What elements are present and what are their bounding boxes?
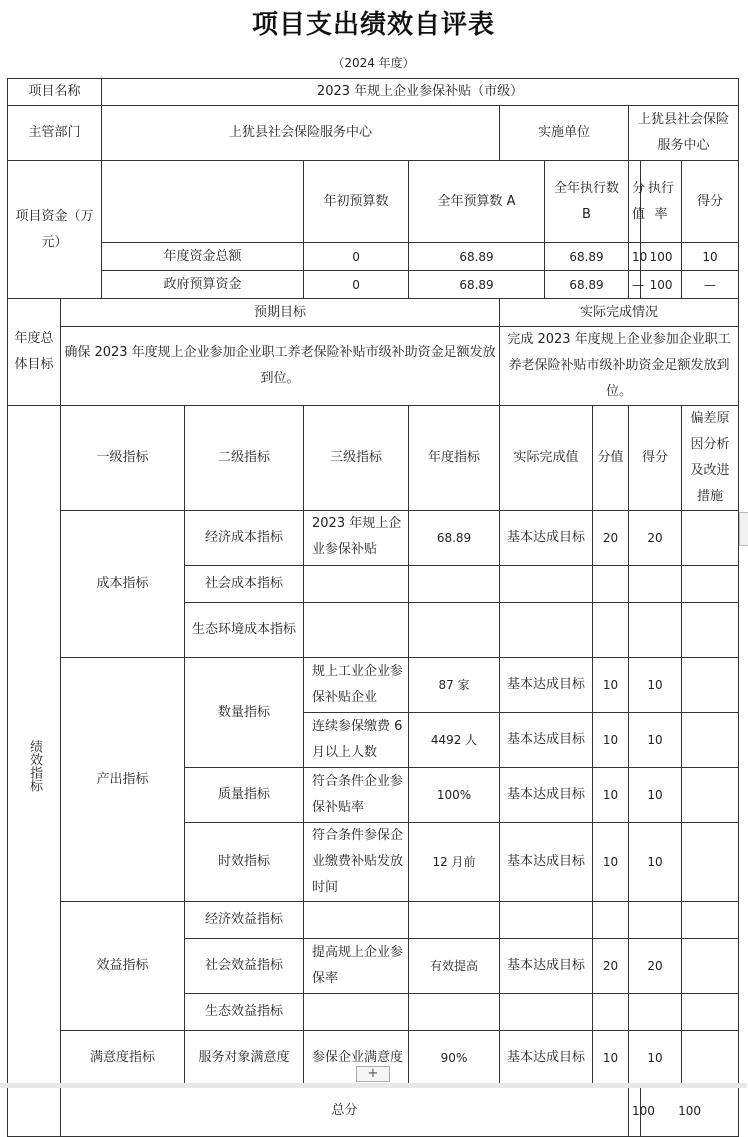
target-cell xyxy=(409,994,500,1031)
score-value-cell xyxy=(593,603,629,658)
deviation-cell xyxy=(682,566,739,603)
score-cell: 20 xyxy=(629,511,682,566)
score-value-cell: 10 xyxy=(593,823,629,902)
funds-row-score-value: 10 xyxy=(629,243,641,271)
deviation-header: 偏差原因分析及改进措施 xyxy=(682,406,739,511)
target-cell: 12 月前 xyxy=(409,823,500,902)
funds-blank xyxy=(102,161,304,243)
funds-row-annual: 68.89 xyxy=(409,271,545,299)
l3-cell xyxy=(304,603,409,658)
actual-cell xyxy=(500,603,593,658)
bottom-bar xyxy=(0,1083,747,1088)
actual-cell xyxy=(500,994,593,1031)
actual-cell: 基本达成目标 xyxy=(500,939,593,994)
exec-rate-header: 执行率 xyxy=(641,161,682,243)
actual-cell: 基本达成目标 xyxy=(500,1031,593,1086)
score-value-header: 分值 xyxy=(629,161,641,243)
actual-cell xyxy=(500,566,593,603)
output-label: 产出指标 xyxy=(61,658,185,902)
l3-cell: 连续参保缴费 6 月以上人数 xyxy=(304,713,409,768)
page-title: 项目支出绩效自评表 xyxy=(251,10,495,40)
target-cell: 87 家 xyxy=(409,658,500,713)
deviation-cell xyxy=(682,902,739,939)
cost-label: 成本指标 xyxy=(61,511,185,658)
impl-label: 实施单位 xyxy=(500,106,629,161)
target-header: 年度指标 xyxy=(409,406,500,511)
l1-header: 一级指标 xyxy=(61,406,185,511)
score-value-cell xyxy=(593,994,629,1031)
l2-cell: 时效指标 xyxy=(185,823,304,902)
performance-table xyxy=(7,78,739,1137)
score-value-cell: 10 xyxy=(593,1031,629,1086)
target-cell xyxy=(409,566,500,603)
actual-cell xyxy=(500,902,593,939)
l2-cell: 服务对象满意度 xyxy=(185,1031,304,1086)
l2-cell: 生态效益指标 xyxy=(185,994,304,1031)
funds-row-score-value: — xyxy=(629,271,641,299)
target-cell: 90% xyxy=(409,1031,500,1086)
deviation-cell xyxy=(682,994,739,1031)
funds-row-exec-rate: 100 xyxy=(641,243,682,271)
initial-budget-header: 年初预算数 xyxy=(304,161,409,243)
score-cell: 10 xyxy=(629,713,682,768)
l2-cell: 经济成本指标 xyxy=(185,511,304,566)
score-header: 得分 xyxy=(682,161,739,243)
perf-label-text: 绩效指标 xyxy=(27,740,42,792)
funds-row-score: 10 xyxy=(682,243,739,271)
impl-value: 上犹县社会保险服务中心 xyxy=(629,106,739,161)
score-value-cell: 10 xyxy=(593,658,629,713)
total-label: 总分 xyxy=(61,1086,629,1137)
project-name-label: 项目名称 xyxy=(8,79,102,106)
satisfaction-label: 满意度指标 xyxy=(61,1031,185,1086)
score-value-cell xyxy=(593,902,629,939)
l3-header: 三级指标 xyxy=(304,406,409,511)
deviation-cell xyxy=(682,823,739,902)
l2-cell: 经济效益指标 xyxy=(185,902,304,939)
year-label: （2024 年度） xyxy=(332,56,415,70)
l3-cell: 提高规上企业参保率 xyxy=(304,939,409,994)
score-value-cell: 10 xyxy=(593,768,629,823)
target-cell: 68.89 xyxy=(409,511,500,566)
deviation-cell xyxy=(682,658,739,713)
score-cell xyxy=(629,994,682,1031)
deviation-cell xyxy=(682,939,739,994)
benefit-label: 效益指标 xyxy=(61,902,185,1031)
l3-cell xyxy=(304,566,409,603)
deviation-cell xyxy=(682,1031,739,1086)
target-cell: 有效提高 xyxy=(409,939,500,994)
dept-value: 上犹县社会保险服务中心 xyxy=(102,106,500,161)
score-value-cell: 10 xyxy=(593,713,629,768)
actual-cell: 基本达成目标 xyxy=(500,823,593,902)
score-cell: 10 xyxy=(629,1031,682,1086)
target-cell: 100% xyxy=(409,768,500,823)
funds-row-name: 政府预算资金 xyxy=(102,271,304,299)
total-score-value: 100 xyxy=(629,1086,641,1137)
deviation-cell xyxy=(682,511,739,566)
funds-row-initial: 0 xyxy=(304,243,409,271)
score-cell: 10 xyxy=(629,768,682,823)
l3-cell xyxy=(304,902,409,939)
score-cell xyxy=(629,566,682,603)
target-cell xyxy=(409,603,500,658)
funds-row-name: 年度资金总额 xyxy=(102,243,304,271)
expected-goal-header: 预期目标 xyxy=(61,299,500,327)
funds-row-initial: 0 xyxy=(304,271,409,299)
total-score: 100 xyxy=(641,1086,739,1137)
score-cell: 10 xyxy=(629,658,682,713)
l3-cell: 参保企业满意度 xyxy=(304,1031,409,1086)
funds-label: 项目资金（万元） xyxy=(8,161,102,299)
score-cell xyxy=(629,603,682,658)
funds-row-executed: 68.89 xyxy=(545,271,629,299)
l2-cell: 社会成本指标 xyxy=(185,566,304,603)
funds-row-executed: 68.89 xyxy=(545,243,629,271)
l2-header: 二级指标 xyxy=(185,406,304,511)
actual-cell: 基本达成目标 xyxy=(500,713,593,768)
actual-cell: 基本达成目标 xyxy=(500,511,593,566)
target-cell xyxy=(409,902,500,939)
l3-cell xyxy=(304,994,409,1031)
annual-budget-header: 全年预算数 A xyxy=(409,161,545,243)
funds-row-exec-rate: 100 xyxy=(641,271,682,299)
deviation-cell xyxy=(682,713,739,768)
goals-label: 年度总体目标 xyxy=(8,299,61,406)
l3-cell: 符合条件参保企业缴费补贴发放时间 xyxy=(304,823,409,902)
target-cell: 4492 人 xyxy=(409,713,500,768)
actual-cell: 基本达成目标 xyxy=(500,768,593,823)
actual-header: 实际完成值 xyxy=(500,406,593,511)
executed-header: 全年执行数 B xyxy=(545,161,629,243)
score-header: 得分 xyxy=(629,406,682,511)
l2-cell: 数量指标 xyxy=(185,658,304,768)
l2-cell: 质量指标 xyxy=(185,768,304,823)
score-value-cell xyxy=(593,566,629,603)
deviation-cell xyxy=(682,768,739,823)
add-row-button[interactable]: + xyxy=(356,1066,390,1082)
project-name-value: 2023 年规上企业参保补贴（市级） xyxy=(102,79,739,106)
l2-cell: 社会效益指标 xyxy=(185,939,304,994)
funds-row-annual: 68.89 xyxy=(409,243,545,271)
score-value-header: 分值 xyxy=(593,406,629,511)
l3-cell: 2023 年规上企业参保补贴 xyxy=(304,511,409,566)
actual-goal-text: 完成 2023 年度规上企业参加企业职工养老保险补贴市级补助资金足额发放到位。 xyxy=(500,327,739,406)
score-value-cell: 20 xyxy=(593,511,629,566)
score-cell: 10 xyxy=(629,823,682,902)
dept-label: 主管部门 xyxy=(8,106,102,161)
l3-cell: 规上工业企业参保补贴企业 xyxy=(304,658,409,713)
score-value-cell: 20 xyxy=(593,939,629,994)
expected-goal-text: 确保 2023 年度规上企业参加企业职工养老保险补贴市级补助资金足额发放到位。 xyxy=(61,327,500,406)
actual-cell: 基本达成目标 xyxy=(500,658,593,713)
funds-row-score: — xyxy=(682,271,739,299)
deviation-cell xyxy=(682,603,739,658)
l2-cell: 生态环境成本指标 xyxy=(185,603,304,658)
score-cell: 20 xyxy=(629,939,682,994)
side-handle[interactable] xyxy=(739,512,748,546)
perf-label xyxy=(8,406,61,1137)
actual-goal-header: 实际完成情况 xyxy=(500,299,739,327)
score-cell xyxy=(629,902,682,939)
l3-cell: 符合条件企业参保补贴率 xyxy=(304,768,409,823)
